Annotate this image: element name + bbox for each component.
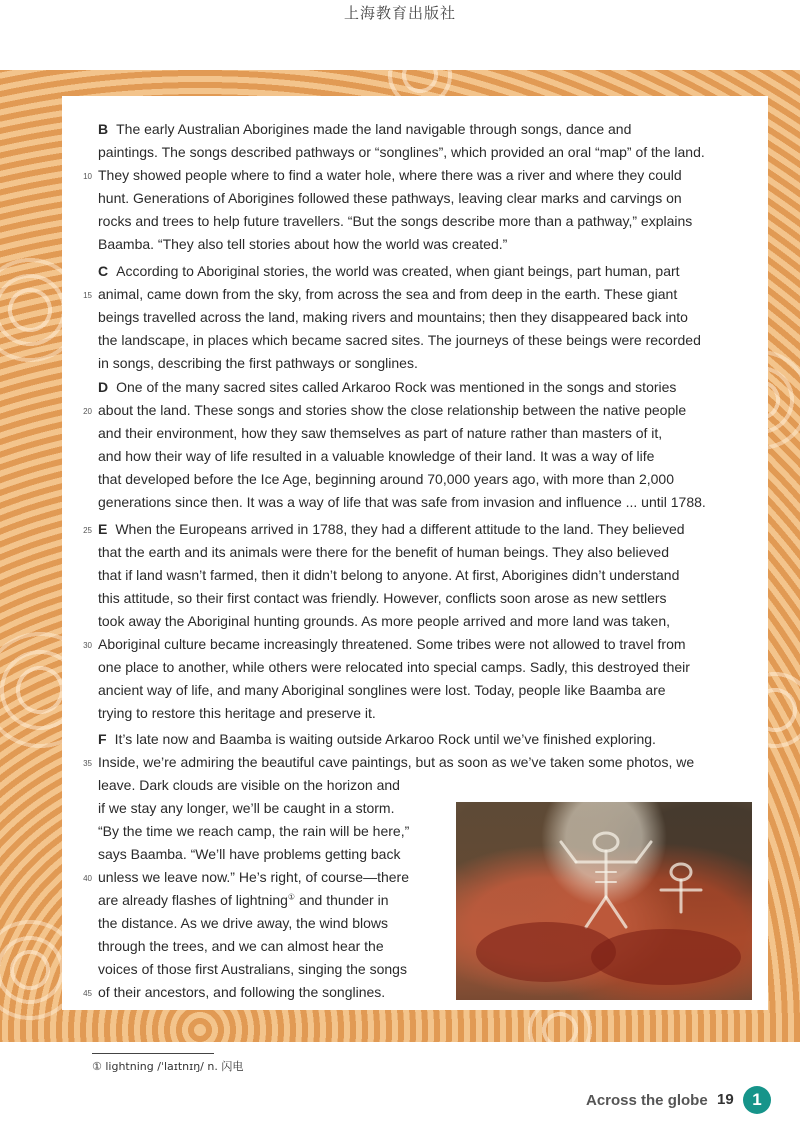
paragraph-line: that the earth and its animals were there for the benefit of human beings. They also believed bbox=[98, 544, 669, 560]
paragraph-line: beings travelled across the land, making rivers and mountains; then they disappeared back into bbox=[98, 309, 688, 325]
paragraph-line: 35 Inside, we’re admiring the beautiful cave paintings, but as soon as we’ve taken some photos, we bbox=[98, 751, 758, 774]
paragraph-line: are already flashes of lightning① and thunder in bbox=[98, 892, 389, 908]
paragraph-line: Baamba. “They also tell stories about how the world was created.” bbox=[98, 236, 508, 252]
footnote-marker[interactable]: ① bbox=[287, 892, 296, 902]
paragraph-line: 10 They showed people where to find a water hole, where there was a river and where they could bbox=[98, 164, 758, 187]
paragraph-c bbox=[83, 260, 758, 375]
paragraph-line: rocks and trees to help future travellers. “But the songs describe more than a pathway,” explains bbox=[98, 213, 693, 229]
paragraph-line: F It’s late now and Baamba is waiting outside Arkaroo Rock until we’ve finished exploring. bbox=[98, 731, 656, 747]
paragraph-line: 25 E When the Europeans arrived in 1788, they had a different attitude to the land. They believed bbox=[98, 518, 758, 541]
paragraph-line: trying to restore this heritage and preserve it. bbox=[98, 705, 376, 721]
paragraph-line: the landscape, in places which became sacred sites. The journeys of these beings were recorded bbox=[98, 332, 701, 348]
paragraph-line: 30 Aboriginal culture became increasingly threatened. Some tribes were not allowed to travel from bbox=[98, 633, 758, 656]
footnote-rule bbox=[92, 1053, 214, 1054]
paragraph-line: “By the time we reach camp, the rain will be here,” bbox=[98, 823, 410, 839]
paragraph-letter: E bbox=[98, 521, 108, 537]
paragraph-d bbox=[83, 376, 758, 514]
section-title: Across the globe bbox=[586, 1092, 708, 1109]
paragraph-line: and their environment, how they saw themselves as part of nature rather than masters of it, bbox=[98, 425, 663, 441]
paragraph-line: 20 about the land. These songs and stories show the close relationship between the native people bbox=[98, 399, 758, 422]
paragraph-line: leave. Dark clouds are visible on the horizon and bbox=[98, 777, 400, 793]
paragraph-line: C According to Aboriginal stories, the world was created, when giant beings, part human, part bbox=[98, 263, 680, 279]
paragraph-line: if we stay any longer, we’ll be caught in a storm. bbox=[98, 800, 395, 816]
line-number: 35 bbox=[83, 759, 92, 768]
publisher-header: 上海教育出版社 bbox=[343, 4, 456, 22]
line-number: 20 bbox=[83, 407, 92, 416]
paragraph-line: one place to another, while others were relocated into special camps. Sadly, this destroyed their bbox=[98, 659, 690, 675]
paragraph-line: voices of those first Australians, singing the songs bbox=[98, 961, 407, 977]
paragraph-line: 40 unless we leave now.” He’s right, of course—there bbox=[98, 866, 758, 889]
line-number: 30 bbox=[83, 641, 92, 650]
paragraph-letter: D bbox=[98, 379, 109, 395]
paragraph-e bbox=[83, 518, 758, 725]
paragraph-line: 45 of their ancestors, and following the songlines. bbox=[98, 981, 758, 1004]
cave-painting-photo bbox=[456, 802, 752, 1000]
paragraph-line: paintings. The songs described pathways or “songlines”, which provided an oral “map” of the land. bbox=[98, 144, 705, 160]
paragraph-line: says Baamba. “We’ll have problems getting back bbox=[98, 846, 401, 862]
cave-painting-figures bbox=[456, 802, 752, 1000]
line-number: 40 bbox=[83, 874, 92, 883]
line-number: 15 bbox=[83, 291, 92, 300]
line-number: 25 bbox=[83, 526, 92, 535]
line-number: 45 bbox=[83, 989, 92, 998]
paragraph-letter: C bbox=[98, 263, 109, 279]
paragraph-line: D One of the many sacred sites called Arkaroo Rock was mentioned in the songs and stories bbox=[98, 379, 677, 395]
paragraph-line: through the trees, and we can almost hear the bbox=[98, 938, 384, 954]
paragraph-line: took away the Aboriginal hunting grounds. As more people arrived and more land was taken, bbox=[98, 613, 671, 629]
paragraph-line: this attitude, so their first contact was friendly. However, conflicts soon arose as new settlers bbox=[98, 590, 667, 606]
unit-badge: 1 bbox=[743, 1086, 771, 1114]
paragraph-line: that developed before the Ice Age, beginning around 70,000 years ago, with more than 2,000 bbox=[98, 471, 674, 487]
paragraph-letter: B bbox=[98, 121, 109, 137]
paragraph-line: hunt. Generations of Aborigines followed these pathways, leaving clear marks and carvings on bbox=[98, 190, 682, 206]
paragraph-line: the distance. As we drive away, the wind blows bbox=[98, 915, 389, 931]
paragraph-line: in songs, describing the first pathways or songlines. bbox=[98, 355, 418, 371]
paragraph-line: B The early Australian Aborigines made the land navigable through songs, dance and bbox=[98, 121, 632, 137]
paragraph-line: and how their way of life resulted in a valuable knowledge of their land. It was a way of life bbox=[98, 448, 655, 464]
page-number: 19 bbox=[717, 1091, 734, 1108]
paragraph-line: ancient way of life, and many Aboriginal songlines were lost. Today, people like Baamba are bbox=[98, 682, 666, 698]
paragraph-line: generations since then. It was a way of life that was safe from invasion and influence ... until 1788. bbox=[98, 494, 706, 510]
paragraph-b bbox=[83, 118, 758, 256]
paragraph-line: 15 animal, came down from the sky, from across the sea and from deep in the earth. These giant bbox=[98, 283, 758, 306]
paragraph-line: that if land wasn’t farmed, then it didn’t belong to anyone. At first, Aborigines didn’t understand bbox=[98, 567, 680, 583]
footnote: ① lightning /ˈlaɪtnɪŋ/ n. 闪电 bbox=[92, 1060, 244, 1073]
paragraph-letter: F bbox=[98, 731, 107, 747]
line-number: 10 bbox=[83, 172, 92, 181]
